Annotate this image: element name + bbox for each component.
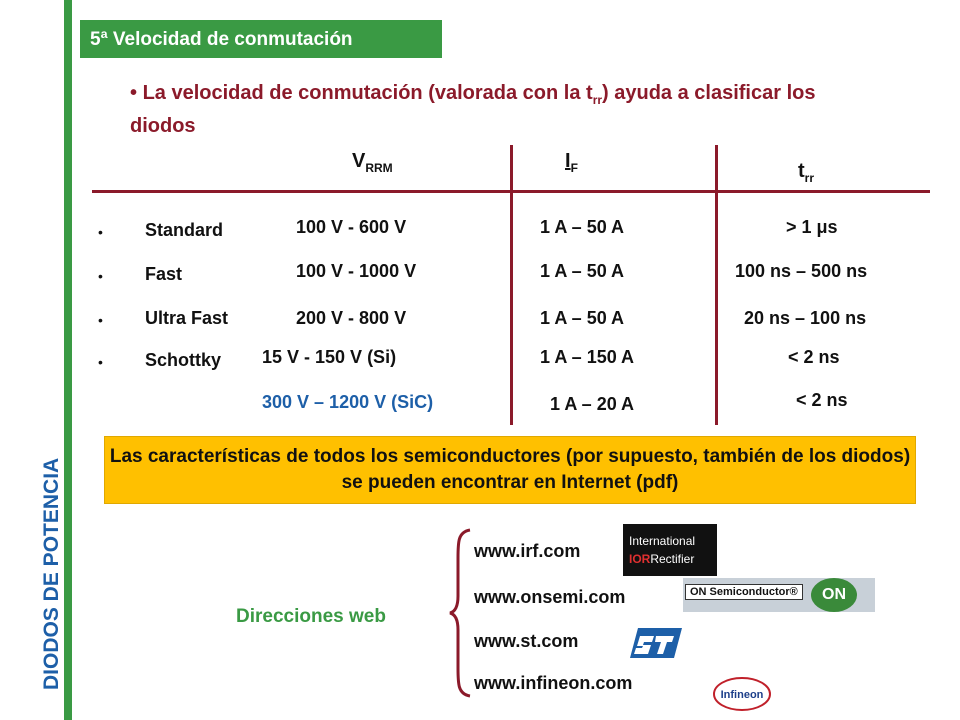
diode-type: Schottky: [145, 350, 222, 370]
vrrm-value: 100 V - 600 V: [296, 217, 407, 237]
if-value-sic: 1 A – 20 A: [550, 394, 635, 414]
irf-logo-line2: [629, 552, 694, 566]
if-value: 1 A – 150 A: [540, 347, 635, 367]
note-text: Las características de todos los semiconductores (por supuesto, también de los diodos) se pueden encontrar en Internet (pdf): [109, 446, 911, 493]
side-accent-bar: [64, 0, 72, 720]
trr-value-sic: < 2 ns: [796, 390, 848, 410]
column-header-if: [565, 150, 578, 175]
intro-part1: La velocidad de conmutación (valorada con la t: [142, 82, 593, 104]
trr-value: 20 ns – 100 ns: [744, 308, 867, 328]
if-value: 1 A – 50 A: [540, 261, 625, 281]
diode-type: Standard: [145, 220, 224, 240]
note-box: [104, 436, 916, 504]
link-st[interactable]: www.st.com: [474, 631, 579, 651]
curly-brace-icon: [448, 528, 474, 698]
onsemi-logo-mark: ON: [811, 578, 857, 612]
infineon-logo: [712, 676, 772, 712]
section-header: [80, 20, 442, 58]
intro-text: [130, 80, 830, 139]
diode-type: Ultra Fast: [145, 308, 229, 328]
row-bullet: •: [98, 224, 103, 240]
web-addresses-label: Direcciones web: [236, 606, 386, 627]
column-divider-1: [510, 145, 513, 425]
irf-logo-mark: IOR: [629, 552, 651, 566]
vrrm-value-sic: 300 V – 1200 V (SiC): [262, 392, 434, 412]
diode-type: Fast: [145, 264, 183, 284]
trr-value: 100 ns – 500 ns: [735, 261, 868, 281]
if-main: I: [565, 150, 571, 172]
if-value: 1 A – 50 A: [540, 308, 625, 328]
row-bullet: •: [98, 354, 103, 370]
intro-sub: rr: [592, 93, 603, 107]
vrrm-value: 100 V - 1000 V: [296, 261, 417, 281]
link-onsemi[interactable]: www.onsemi.com: [474, 587, 626, 607]
vrrm-sub: RRM: [365, 161, 393, 175]
section-header-text: 5ª Velocidad de conmutación: [90, 29, 353, 50]
trr-value: > 1 μs: [786, 217, 838, 237]
irf-logo-word: Rectifier: [650, 552, 695, 566]
vrrm-main: V: [352, 150, 366, 172]
irf-logo: [623, 524, 717, 576]
row-bullet: •: [98, 312, 103, 328]
st-logo: [630, 626, 682, 660]
link-irf[interactable]: www.irf.com: [474, 541, 581, 561]
trr-sub: rr: [804, 171, 815, 185]
column-header-vrrm: [352, 150, 393, 175]
intro-part2: ) ayuda a clasificar los diodos: [130, 82, 816, 137]
irf-logo-line1: International: [629, 534, 696, 548]
onsemi-logo: [683, 578, 875, 612]
column-divider-2: [715, 145, 718, 425]
if-value: 1 A – 50 A: [540, 217, 625, 237]
trr-main: t: [798, 160, 805, 182]
if-sub: F: [570, 161, 578, 175]
intro-bullet: •: [130, 82, 138, 104]
column-header-trr: [798, 160, 814, 185]
link-infineon[interactable]: www.infineon.com: [474, 673, 633, 693]
onsemi-logo-text: ON Semiconductor®: [685, 584, 803, 600]
row-bullet: •: [98, 268, 103, 284]
vrrm-value: 15 V - 150 V (Si): [262, 347, 397, 367]
vrrm-value: 200 V - 800 V: [296, 308, 407, 328]
infineon-logo-text: Infineon: [720, 689, 764, 701]
side-title: DIODOS DE POTENCIA: [40, 457, 63, 690]
trr-value: < 2 ns: [788, 347, 840, 367]
